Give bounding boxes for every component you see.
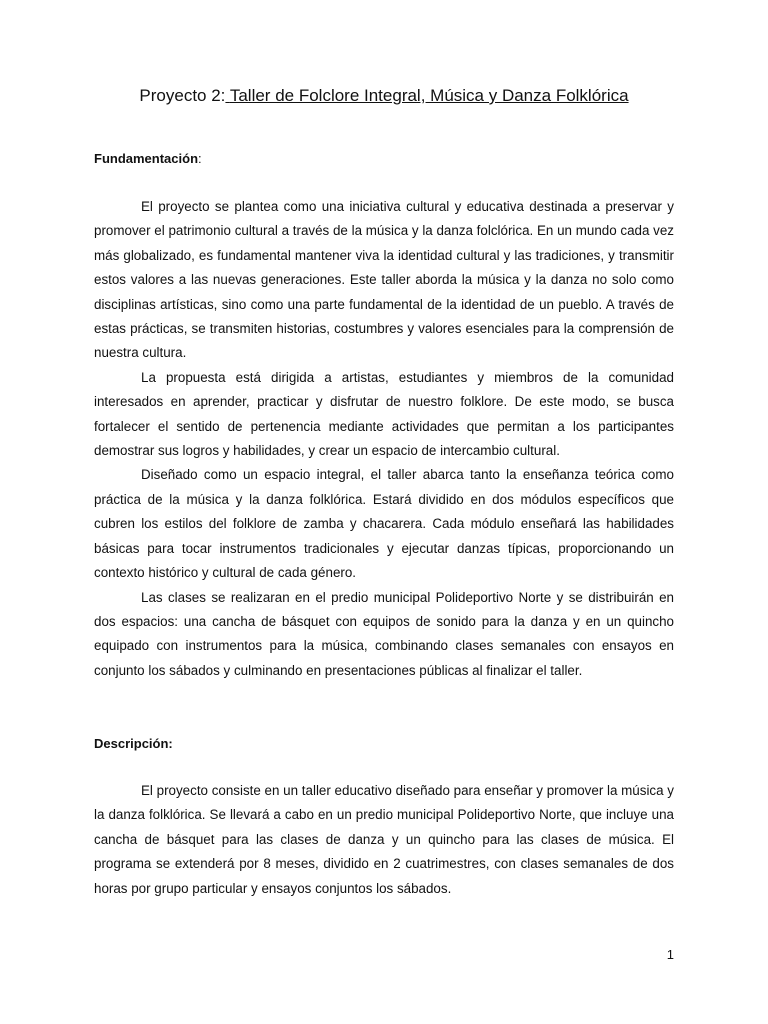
title-prefix: Proyecto 2: bbox=[139, 86, 226, 105]
section-heading-fundamentacion bbox=[94, 151, 202, 166]
section-heading-descripcion bbox=[94, 736, 173, 751]
title-main: Taller de Folclore Integral, Música y Danza Folklórica bbox=[229, 86, 629, 105]
paragraph: Las clases se realizaran en el predio municipal Polideportivo Norte y se distribuirán en dos espacios: una cancha de básquet con equipos de sonido para la danza y en un quincho equipado con instrumentos para la música, combinando clases semanales con ensayos en conjunto los sábados y culminando en presentaciones públicas al finalizar el taller. bbox=[94, 589, 674, 678]
paragraph: Diseñado como un espacio integral, el taller abarca tanto la enseñanza teórica como práctica de la música y la danza folklórica. Estará dividido en dos módulos específicos que cubren los estilos del folklore de zamba y chacarera. Cada módulo enseñará las habilidades básicas para tocar instrumentos tradicionales y ejecutar danzas típicas, proporcionando un contexto histórico y cultural de cada género. bbox=[94, 467, 674, 581]
heading-text: Fundamentación bbox=[94, 151, 199, 166]
heading-text: Descripción: bbox=[94, 736, 173, 751]
heading-colon: : bbox=[198, 151, 202, 166]
fundamentacion-body bbox=[94, 195, 674, 683]
page-number: 1 bbox=[666, 947, 674, 962]
paragraph: El proyecto se plantea como una iniciativa cultural y educativa destinada a preservar y promover el patrimonio cultural a través de la música y la danza folclórica. En un mundo cada vez más globalizado, es fundamental mantener viva la identidad cultural y las tradiciones, y transmitir estos valores a las nuevas generaciones. Este taller aborda la música y la danza no solo como disciplinas artísticas, sino como una parte fundamental de la identidad de un pueblo. A través de estas prácticas, se transmiten historias, costumbres y valores esenciales para la comprensión de nuestra cultura. bbox=[94, 199, 674, 361]
paragraph: La propuesta está dirigida a artistas, estudiantes y miembros de la comunidad interesados en aprender, practicar y disfrutar de nuestro folklore. De este modo, se busca fortalecer el sentido de pertenencia mediante actividades que permitan a los participantes demostrar sus logros y habilidades, y crear un espacio de intercambio cultural. bbox=[94, 369, 674, 459]
document-title bbox=[0, 86, 768, 106]
paragraph: El proyecto consiste en un taller educativo diseñado para enseñar y promover la música y la danza folklórica. Se llevará a cabo en un predio municipal Polideportivo Norte, que incluye una cancha de básquet para las clases de danza y un quincho para las clases de música. El programa se extenderá por 8 meses, dividido en 2 cuatrimestres, con clases semanales de dos horas por grupo particular y ensayos conjuntos los sábados. bbox=[94, 783, 674, 896]
descripcion-body bbox=[94, 779, 674, 901]
